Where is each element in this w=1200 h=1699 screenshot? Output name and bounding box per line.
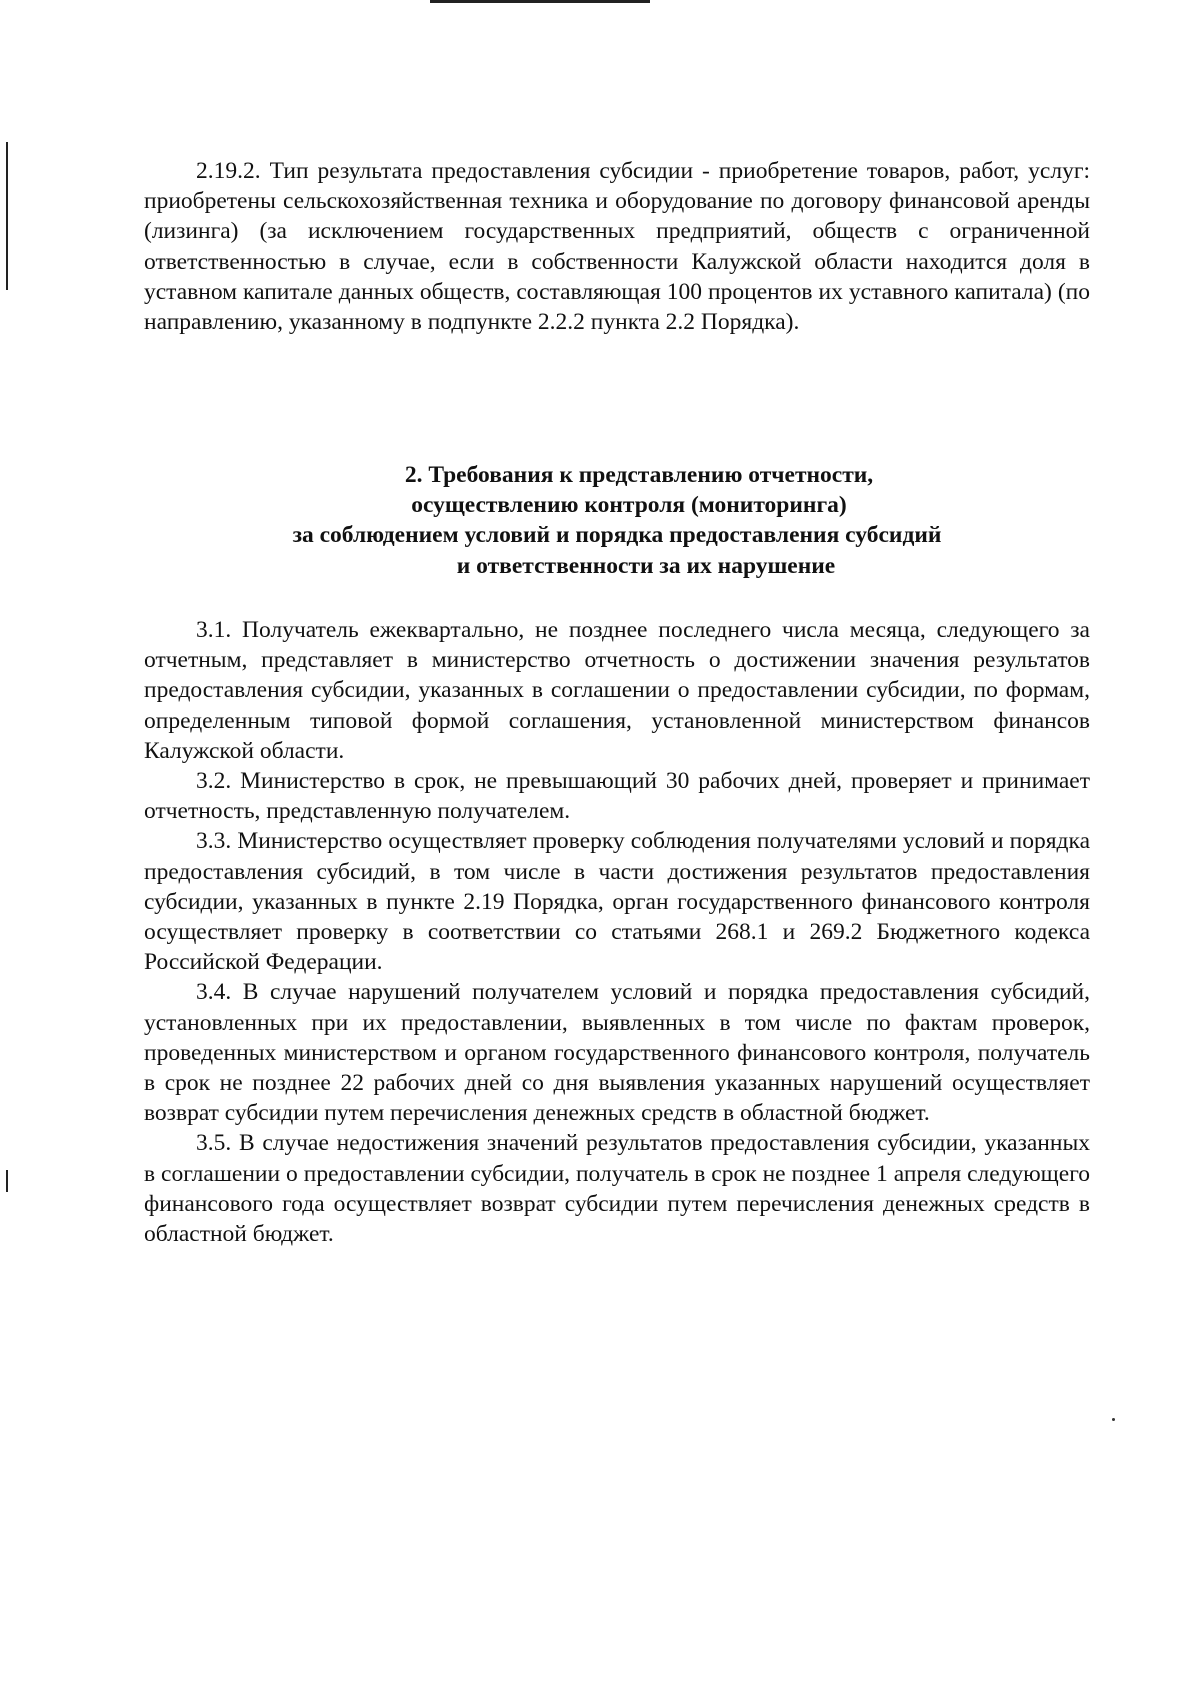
scan-speck — [1112, 1418, 1115, 1421]
intro-block — [144, 156, 1090, 337]
section-body — [144, 615, 1090, 1249]
paragraph-3-5: 3.5. В случае недостижения значений результатов предоставления субсидии, указанных в соглашении о предоставлении субсидии, получатель в срок не позднее 1 апреля следующего финансового года осуществляет возврат субсидии путем перечисления денежных средств в областной бюджет. — [144, 1130, 1090, 1248]
paragraph-3-2: 3.2. Министерство в срок, не превышающий 30 рабочих дней, проверяет и принимает отчетность, представленную получателем. — [144, 768, 1090, 825]
top-edge-rule — [430, 0, 650, 3]
section-heading-line: осуществлению контроля (мониторинга) — [411, 492, 847, 519]
section-heading-line: и ответственности за их нарушение — [456, 552, 836, 579]
section-heading — [144, 460, 1090, 581]
section-heading-line: за соблюдением условий и порядка предоставления субсидий — [292, 522, 942, 549]
paragraph-2-19-2: 2.19.2. Тип результата предоставления субсидии - приобретение товаров, работ, услуг: приобретены сельскохозяйственная техника и оборудование по договору финансовой аренды (лизинга) (за исключением государственных предприятий, обществ с ограниченной ответственностью в случае, если в собственности Калужской области находится доля в уставном капитале данных обществ, составляющая 100 процентов их уставного капитала) (по направлению, указанному в подпункте 2.2.2 пункта 2.2 Порядка). — [144, 158, 1090, 336]
scan-margin-mark — [6, 142, 8, 290]
paragraph-3-3: 3.3. Министерство осуществляет проверку соблюдения получателями условий и порядка предоставления субсидий, в том числе в части достижения результатов предоставления субсидии, указанных в пункте 2.19 Порядка, орган государственного финансового контроля осуществляет проверку в соответствии со статьями 268.1 и 269.2 Бюджетного кодекса Российской Федерации. — [144, 828, 1090, 976]
paragraph-3-4: 3.4. В случае нарушений получателем условий и порядка предоставления субсидий, установленных при их предоставлении, выявленных в том числе по фактам проверок, проведенных министерством и органом государственного финансового контроля, получатель в срок не позднее 22 рабочих дней со дня выявления указанных нарушений осуществляет возврат субсидии путем перечисления денежных средств в областной бюджет. — [144, 979, 1090, 1127]
section-heading-line: 2. Требования к представлению отчетности, — [404, 462, 874, 488]
paragraph-3-1: 3.1. Получатель ежеквартально, не позднее последнего числа месяца, следующего за отчетным, представляет в министерство отчетность о достижении значения результатов предоставления субсидии, указанных в соглашении о предоставлении субсидии, по формам, определенным типовой формой соглашения, установленной министерством финансов Калужской области. — [144, 617, 1090, 764]
scan-margin-mark — [6, 1170, 8, 1192]
